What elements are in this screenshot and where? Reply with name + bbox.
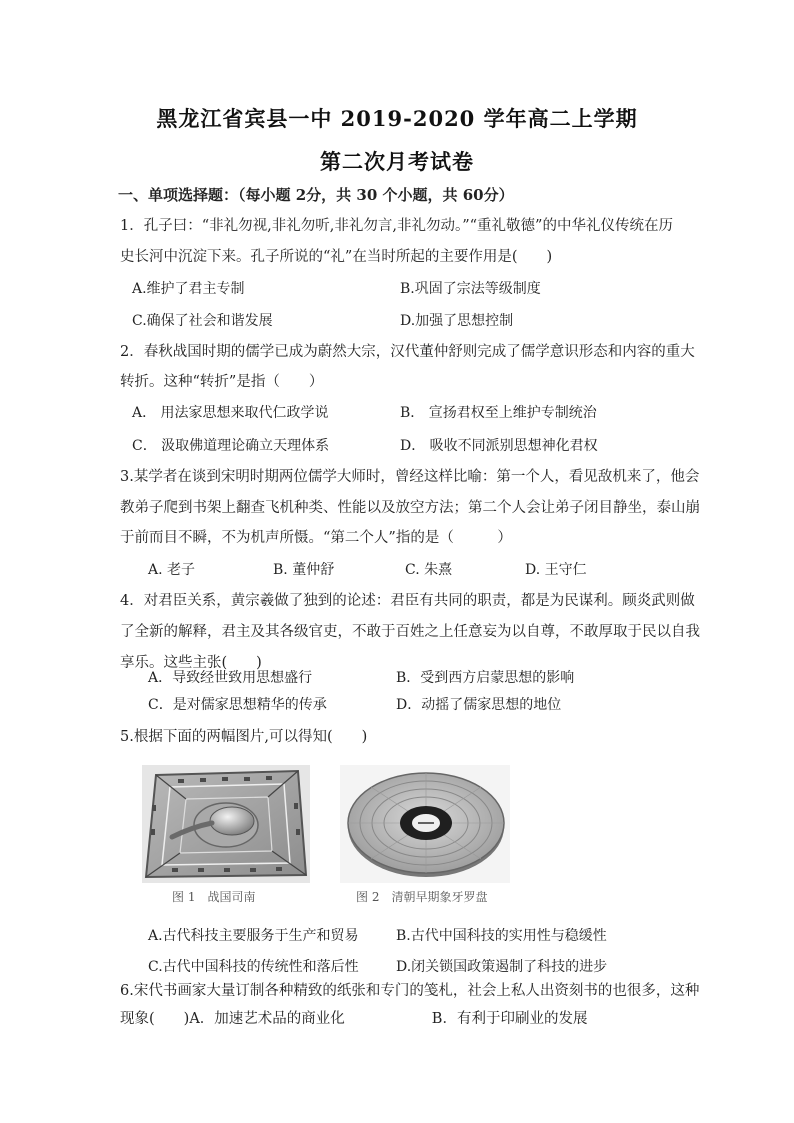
q4-stem-line1: 4．对君臣关系，黄宗羲做了独到的论述：君臣有共同的职责，都是为民谋利。顾炎武则做 <box>120 593 695 609</box>
q4-option-a: A．导致经世致用思想盛行 <box>148 670 313 686</box>
q3-option-d: D. 王守仁 <box>525 562 587 578</box>
figure1-caption: 图 1 战国司南 <box>172 890 256 904</box>
q4-option-b: B．受到西方启蒙思想的影响 <box>396 670 575 686</box>
luopan-compass-image <box>340 765 510 883</box>
q1-stem-line1: 1．孔子曰：“非礼勿视,非礼勿听,非礼勿言,非礼勿动。”“重礼敬德”的中华礼仪传统在历 <box>120 218 673 234</box>
q5-option-a: A.古代科技主要服务于生产和贸易 <box>148 928 359 944</box>
q4-stem-line3: 享乐。这些主张( ) <box>120 655 262 671</box>
exam-subtitle: 第二次月考试卷 <box>320 149 474 174</box>
q2-option-d: D． 吸收不同派别思想神化君权 <box>400 438 598 454</box>
section-heading: 一、单项选择题：（每小题 2分，共 30 个小题，共 60分） <box>118 186 514 204</box>
q6-stem-line2: 现象( )A．加速艺术品的商业化 B．有利于印刷业的发展 <box>120 1011 588 1027</box>
q5-option-d: D.闭关锁国政策遏制了科技的进步 <box>396 959 608 975</box>
q1-option-d: D.加强了思想控制 <box>400 313 514 329</box>
q1-stem-line2: 史长河中沉淀下来。孔子所说的“礼”在当时所起的主要作用是( ) <box>120 249 553 265</box>
q2-option-c: C． 汲取佛道理论确立天理体系 <box>132 438 330 454</box>
q3-option-c: C. 朱熹 <box>405 562 453 578</box>
q3-stem-line3: 于前而目不瞬，不为机声所慑。“第二个人”指的是（ ） <box>120 530 512 546</box>
q3-option-b: B. 董仲舒 <box>273 562 335 578</box>
q4-option-d: D．动摇了儒家思想的地位 <box>396 697 562 713</box>
q3-stem-line1: 3.某学者在谈到宋明时期两位儒学大师时，曾经这样比喻：第一个人，看见敌机来了，他会 <box>120 469 700 485</box>
q1-option-c: C.确保了社会和谐发展 <box>132 313 273 329</box>
exam-title: 黑龙江省宾县一中 2019-2020 学年高二上学期 <box>156 106 638 131</box>
q2-stem-line2: 转折。这种“转折”是指（ ） <box>120 374 324 390</box>
q5-option-c: C.古代中国科技的传统性和落后性 <box>148 959 359 975</box>
figure2-caption: 图 2 清朝早期象牙罗盘 <box>356 890 488 904</box>
q4-stem-line2: 了全新的解释，君主及其各级官吏，不敢于百姓之上任意妄为以自尊，不敢厚取于民以自我 <box>120 624 700 640</box>
q2-option-a: A． 用法家思想来取代仁政学说 <box>132 405 329 421</box>
q3-stem-line2: 教弟子爬到书架上翻查飞机种类、性能以及放空方法；第二个人会让弟子闭目静坐，泰山崩 <box>120 500 700 516</box>
sinan-compass-image <box>142 765 310 883</box>
q2-stem-line1: 2．春秋战国时期的儒学已成为蔚然大宗，汉代董仲舒则完成了儒学意识形态和内容的重大 <box>120 344 695 360</box>
q5-stem: 5.根据下面的两幅图片,可以得知( ) <box>120 729 368 745</box>
q1-option-a: A.维护了君主专制 <box>132 281 245 297</box>
q3-option-a: A. 老子 <box>148 562 196 578</box>
q5-option-b: B.古代中国科技的实用性与稳缓性 <box>396 928 607 944</box>
q4-option-c: C．是对儒家思想精华的传承 <box>148 697 327 713</box>
q1-option-b: B.巩固了宗法等级制度 <box>400 281 541 297</box>
q6-stem-line1: 6.宋代书画家大量订制各种精致的纸张和专门的笺札，社会上私人出资刻书的也很多，这种 <box>120 983 700 999</box>
q2-option-b: B． 宣扬君权至上维护专制统治 <box>400 405 597 421</box>
